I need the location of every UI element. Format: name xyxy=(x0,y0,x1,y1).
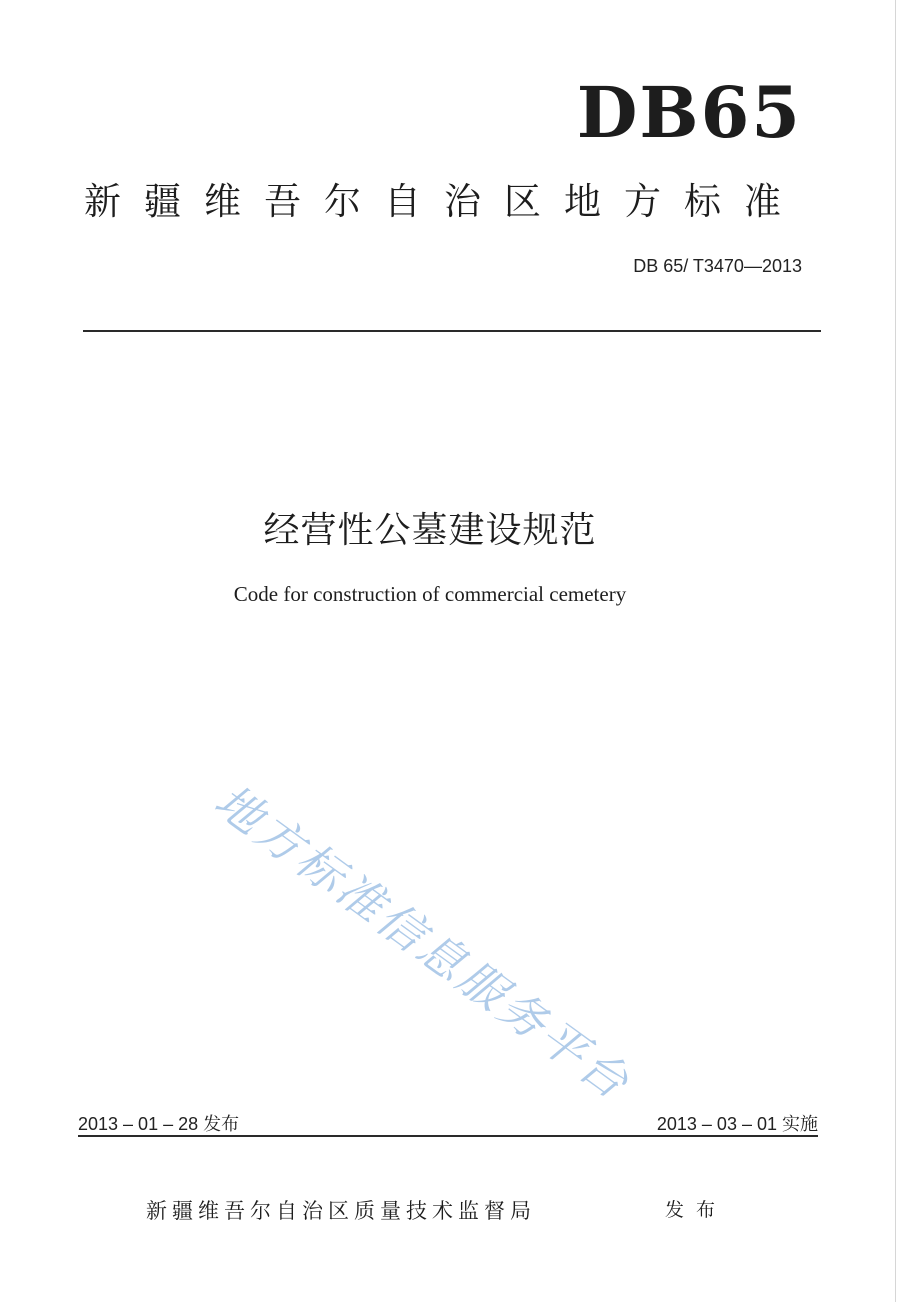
standard-type-heading: 新疆维吾尔自治区地方标准 xyxy=(84,180,804,223)
watermark-text: 地方标准信息服务平台 xyxy=(204,773,642,1111)
page-edge-line xyxy=(895,0,896,1302)
bottom-divider xyxy=(78,1135,818,1137)
document-title-english: Code for construction of commercial cemetery xyxy=(233,582,627,606)
issuing-authority: 新疆维吾尔自治区质量技术监督局 xyxy=(146,1199,536,1223)
document-title-chinese: 经营性公墓建设规范 xyxy=(263,510,597,551)
issuing-action: 发布 xyxy=(665,1199,728,1221)
standard-number: DB 65/ T3470—2013 xyxy=(633,256,802,276)
issue-date: 2013 – 01 – 28 发布 xyxy=(78,1114,240,1134)
db65-logo: DB65 xyxy=(576,71,802,154)
implementation-date: 2013 – 03 – 01 实施 xyxy=(656,1114,818,1134)
top-divider xyxy=(83,330,821,332)
